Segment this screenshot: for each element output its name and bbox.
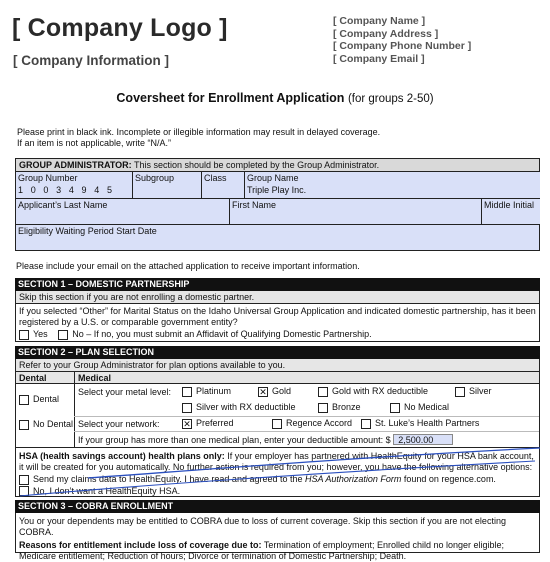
group-admin-header-text: This section should be completed by the Group Administrator. <box>131 160 380 170</box>
email-note: Please include your email on the attached application to receive important information. <box>16 261 360 271</box>
medical-column-header: Medical <box>78 373 112 383</box>
cobra-reasons-text: Termination of employment; Enrolled child no longer eligible; Medicare entitlement; Reduction of hours; Divorce or termination of Domestic Partnership; Death. <box>19 540 505 561</box>
title-sub: (for groups 2-50) <box>347 93 434 105</box>
no-dental-label: No Dental <box>33 419 74 429</box>
section-3-header: SECTION 3 – COBRA ENROLLMENT <box>15 500 540 513</box>
section-1-question: If you selected “Other” for Marital Status on the Idaho Universal Group Application and indicated domestic partnership, has it been registered by a U.S. or comparable government entity? <box>19 306 536 327</box>
hsa-option-1-text: Send my claims data to HealthEquity. I have read and agreed to the <box>33 474 305 484</box>
company-phone: [ Company Phone Number ] <box>333 40 472 53</box>
network-option-label: St. Luke’s Health Partners <box>375 418 480 428</box>
deductible-label: If your group has more than one medical plan, enter your deductible amount: $ <box>78 435 391 445</box>
yes-label: Yes <box>33 329 48 339</box>
group-name-value: Triple Play Inc. <box>247 185 307 195</box>
first-name-label: First Name <box>232 200 277 210</box>
company-logo: [ Company Logo ] <box>12 14 228 42</box>
hsa-option-2-text: No, I don’t want a HealthEquity HSA. <box>33 485 181 496</box>
company-name: [ Company Name ] <box>333 15 426 27</box>
hsa-text-body: If your employer has partnered with HealthEquity for your HSA bank account, it will be created for you automatically. No further action is required from you; however, you have the following alternative options: <box>19 451 534 472</box>
group-admin-header-bold: GROUP ADMINISTRATOR: <box>19 160 132 170</box>
dental-label: Dental <box>33 394 60 404</box>
metal-label: Gold <box>272 386 292 396</box>
section-2-note: Refer to your Group Administrator for plan options available to you. <box>15 359 540 372</box>
group-number-label: Group Number <box>18 173 78 183</box>
metal-level-label: Select your metal level: <box>78 387 172 397</box>
group-number-value: 1 0 0 3 4 9 4 5 <box>18 185 115 195</box>
metal-label: Bronze <box>332 402 361 412</box>
class-label: Class <box>204 173 227 183</box>
section-1-note: Skip this section if you are not enrolling a domestic partner. <box>15 291 540 304</box>
pen-stroke <box>20 461 535 496</box>
cobra-reasons-bold: Reasons for entitlement include loss of coverage due to: <box>19 540 262 550</box>
dental-column-header: Dental <box>19 373 47 383</box>
cobra-text: You or your dependents may be entitled to COBRA due to loss of current coverage. Skip this section if you are not electing COBRA. <box>19 516 506 537</box>
metal-label: Platinum <box>196 386 232 396</box>
network-option-label: Preferred <box>196 418 234 428</box>
metal-label: Gold with RX deductible <box>332 386 429 396</box>
hsa-text-bold: HSA (health savings account) health plans only: <box>19 451 225 461</box>
deductible-input[interactable]: 2,500.00 <box>393 434 453 445</box>
metal-label: Silver with RX deductible <box>196 402 296 412</box>
section-2-header: SECTION 2 – PLAN SELECTION <box>15 346 540 359</box>
company-address: [ Company Address ] <box>333 27 439 40</box>
company-information: [ Company Information ] <box>13 53 169 68</box>
section-1-header: SECTION 1 – DOMESTIC PARTNERSHIP <box>15 278 540 291</box>
subgroup-label: Subgroup <box>135 173 175 183</box>
last-name-label: Applicant’s Last Name <box>18 200 108 210</box>
company-email: [ Company Email ] <box>333 52 425 65</box>
metal-label: Silver <box>469 386 492 396</box>
metal-label: No Medical <box>404 402 450 412</box>
instruction-line: Please print in black ink. Incomplete or illegible information may result in delayed coverage. <box>17 127 381 137</box>
no-label: No – If no, you must submit an Affidavit of Qualifying Domestic Partnership. <box>72 329 372 339</box>
title-main: Coversheet for Enrollment Application <box>116 91 345 105</box>
network-label: Select your network: <box>78 419 160 429</box>
waiting-period-label: Eligibility Waiting Period Start Date <box>18 226 157 236</box>
middle-initial-label: Middle Initial <box>484 200 535 210</box>
hsa-option-1-text-end: found on regence.com. <box>401 474 496 484</box>
group-name-label: Group Name <box>247 173 299 183</box>
instruction-line: If an item is not applicable, write “N/A.” <box>17 137 172 148</box>
network-option-label: Regence Accord <box>286 418 353 428</box>
hsa-authorization-form-link[interactable]: HSA Authorization Form <box>305 474 402 484</box>
